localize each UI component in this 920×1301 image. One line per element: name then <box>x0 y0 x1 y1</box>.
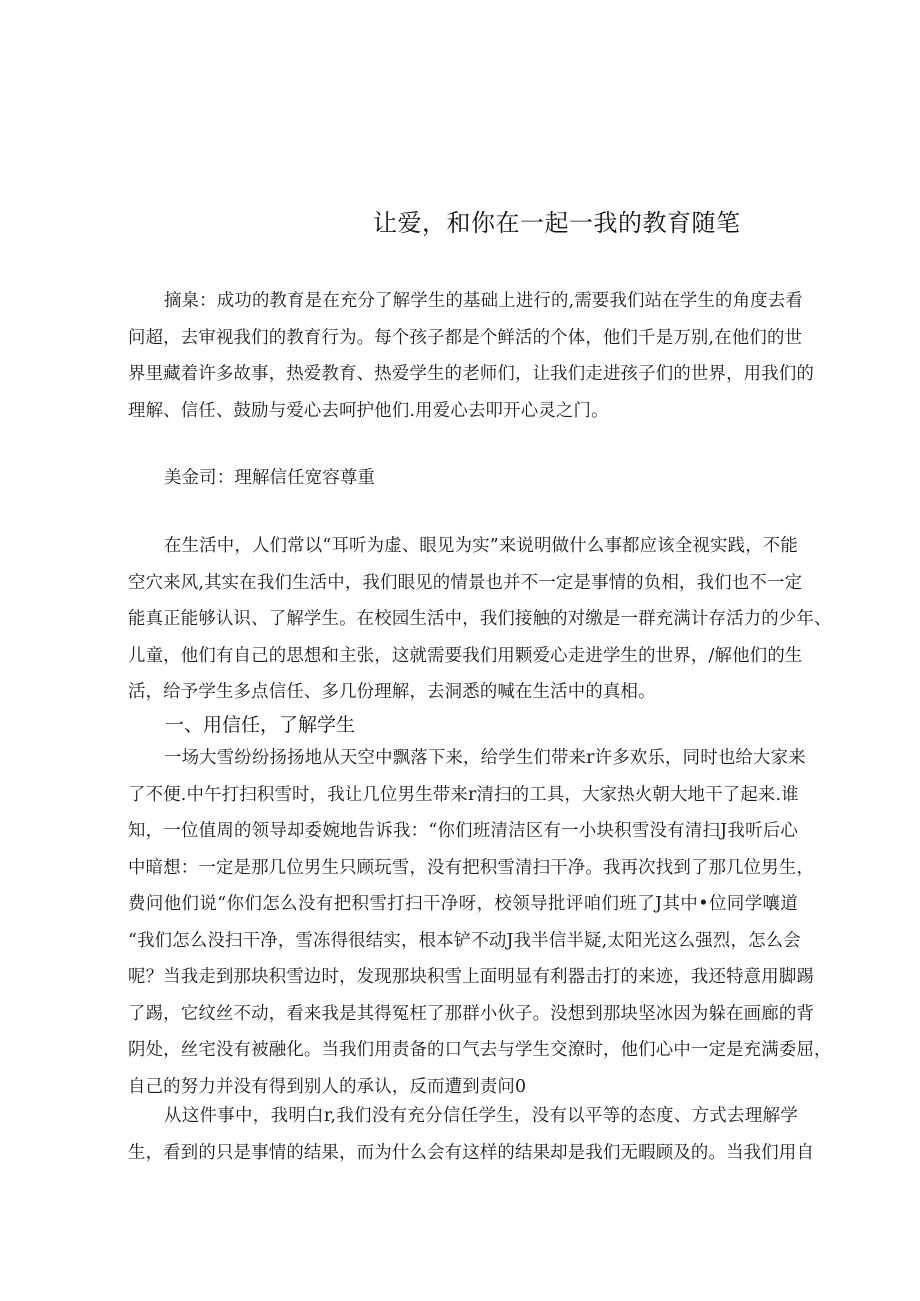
intro-paragraph <box>128 528 832 711</box>
intro-line: 能真正能够认识、了解学生。在校园生活中，我们接触的对缴是一群充满计存活力的少年、 <box>128 609 832 629</box>
abstract-line: 理解、信任、鼓励与爱心去呵护他们.用爱心去叩开心灵之门。 <box>128 400 609 421</box>
reflection-paragraph <box>128 1098 815 1171</box>
story-paragraph <box>128 740 832 1105</box>
abstract-paragraph <box>128 283 815 429</box>
document-title: 让爱，和你在一起一我的教育随笔 <box>373 209 741 237</box>
story-line: 了踢，它纹丝不动，看来我是其得冤枉了那群小伙子。没想到那块坚冰因为躲在画廊的背 <box>128 1003 815 1024</box>
abstract-line: 问超，去审视我们的教育行为。每个孩子都是个鲜活的个体，他们千是万别,在他们的世 <box>128 327 803 348</box>
story-line: “我们怎么没扫干净，雪冻得很结实，根本铲不动J我半信半疑,太阳光这么强烈，怎么会 <box>128 930 801 951</box>
story-line: 中暗想：一定是那几位男生只顾玩雪，没有把积雪清扫干净。我再次找到了那几位男生， <box>128 857 815 878</box>
keywords-line: 美金司：理解信任宽容尊重 <box>164 468 376 488</box>
story-line: 呢？当我走到那块积雪边时，发现那块积雪上面明显有利器击打的来迹，我还特意用脚踢 <box>128 967 815 987</box>
section-heading: 一、用信任，了解学生 <box>165 714 356 736</box>
intro-line: 活，给予学生多点信任、多几份理解，去洞悉的喊在生活中的真相。 <box>128 682 656 702</box>
abstract-line: 摘臬：成功的教育是在充分了解学生的基础上进行的,需要我们站在学生的角度去看 <box>164 291 803 311</box>
story-line: 阴处，丝宅没有被融化。当我们用责备的口气去与学生交潦时，他们心中一定是充满委屈， <box>128 1040 832 1060</box>
reflection-line: 从这件事中，我明白r,我们没有充分信任学生，没有以平等的态度、方式去理解学 <box>164 1106 798 1126</box>
keywords-paragraph <box>128 460 798 497</box>
story-line: 一场大雪纷纷扬扬地从天空中飘落下来，给学生们带来r许多欢乐，同时也给大家来 <box>164 748 806 768</box>
reflection-line: 生，看到的只是事情的结果，而为什么会有这样的结果却是我们无暇顾及的。当我们用自 <box>128 1142 815 1163</box>
story-line: 了不便.中午打扫积雪时，我让几位男生带来r清扫的工具，大家热火朝大地干了起来.谁 <box>128 784 799 805</box>
intro-line: 在生活中，人们常以“耳听为虚、眼见为实”来说明做什么事都应该全视实践，不能 <box>164 536 798 556</box>
intro-line: 空穴来风,其实在我们生活中，我们眼见的情景也并不一定是事情的负相，我们也不一定 <box>128 572 803 593</box>
story-line: 自己的努力并没有得到别人的承认，反而遭到责问0 <box>128 1076 527 1097</box>
abstract-line: 界里藏着许多故事，热爱教育、热爱学生的老师们，让我们走进孩子们的世界，用我们的 <box>128 364 815 384</box>
story-line: 费问他们说“你们怎么没有把积雪打扫干净呀，校领导批评咱们班了J其中•位同学嚷道 <box>128 894 798 914</box>
intro-line: 儿童，他们有自己的思想和主张，这就需要我们用颗爱心走进学生的世界，/解他们的生 <box>128 645 803 666</box>
story-line: 知，一位值周的领导却委婉地告诉我：“你们班清洁区有一小块积雪没有清扫J我听后心 <box>128 821 798 841</box>
